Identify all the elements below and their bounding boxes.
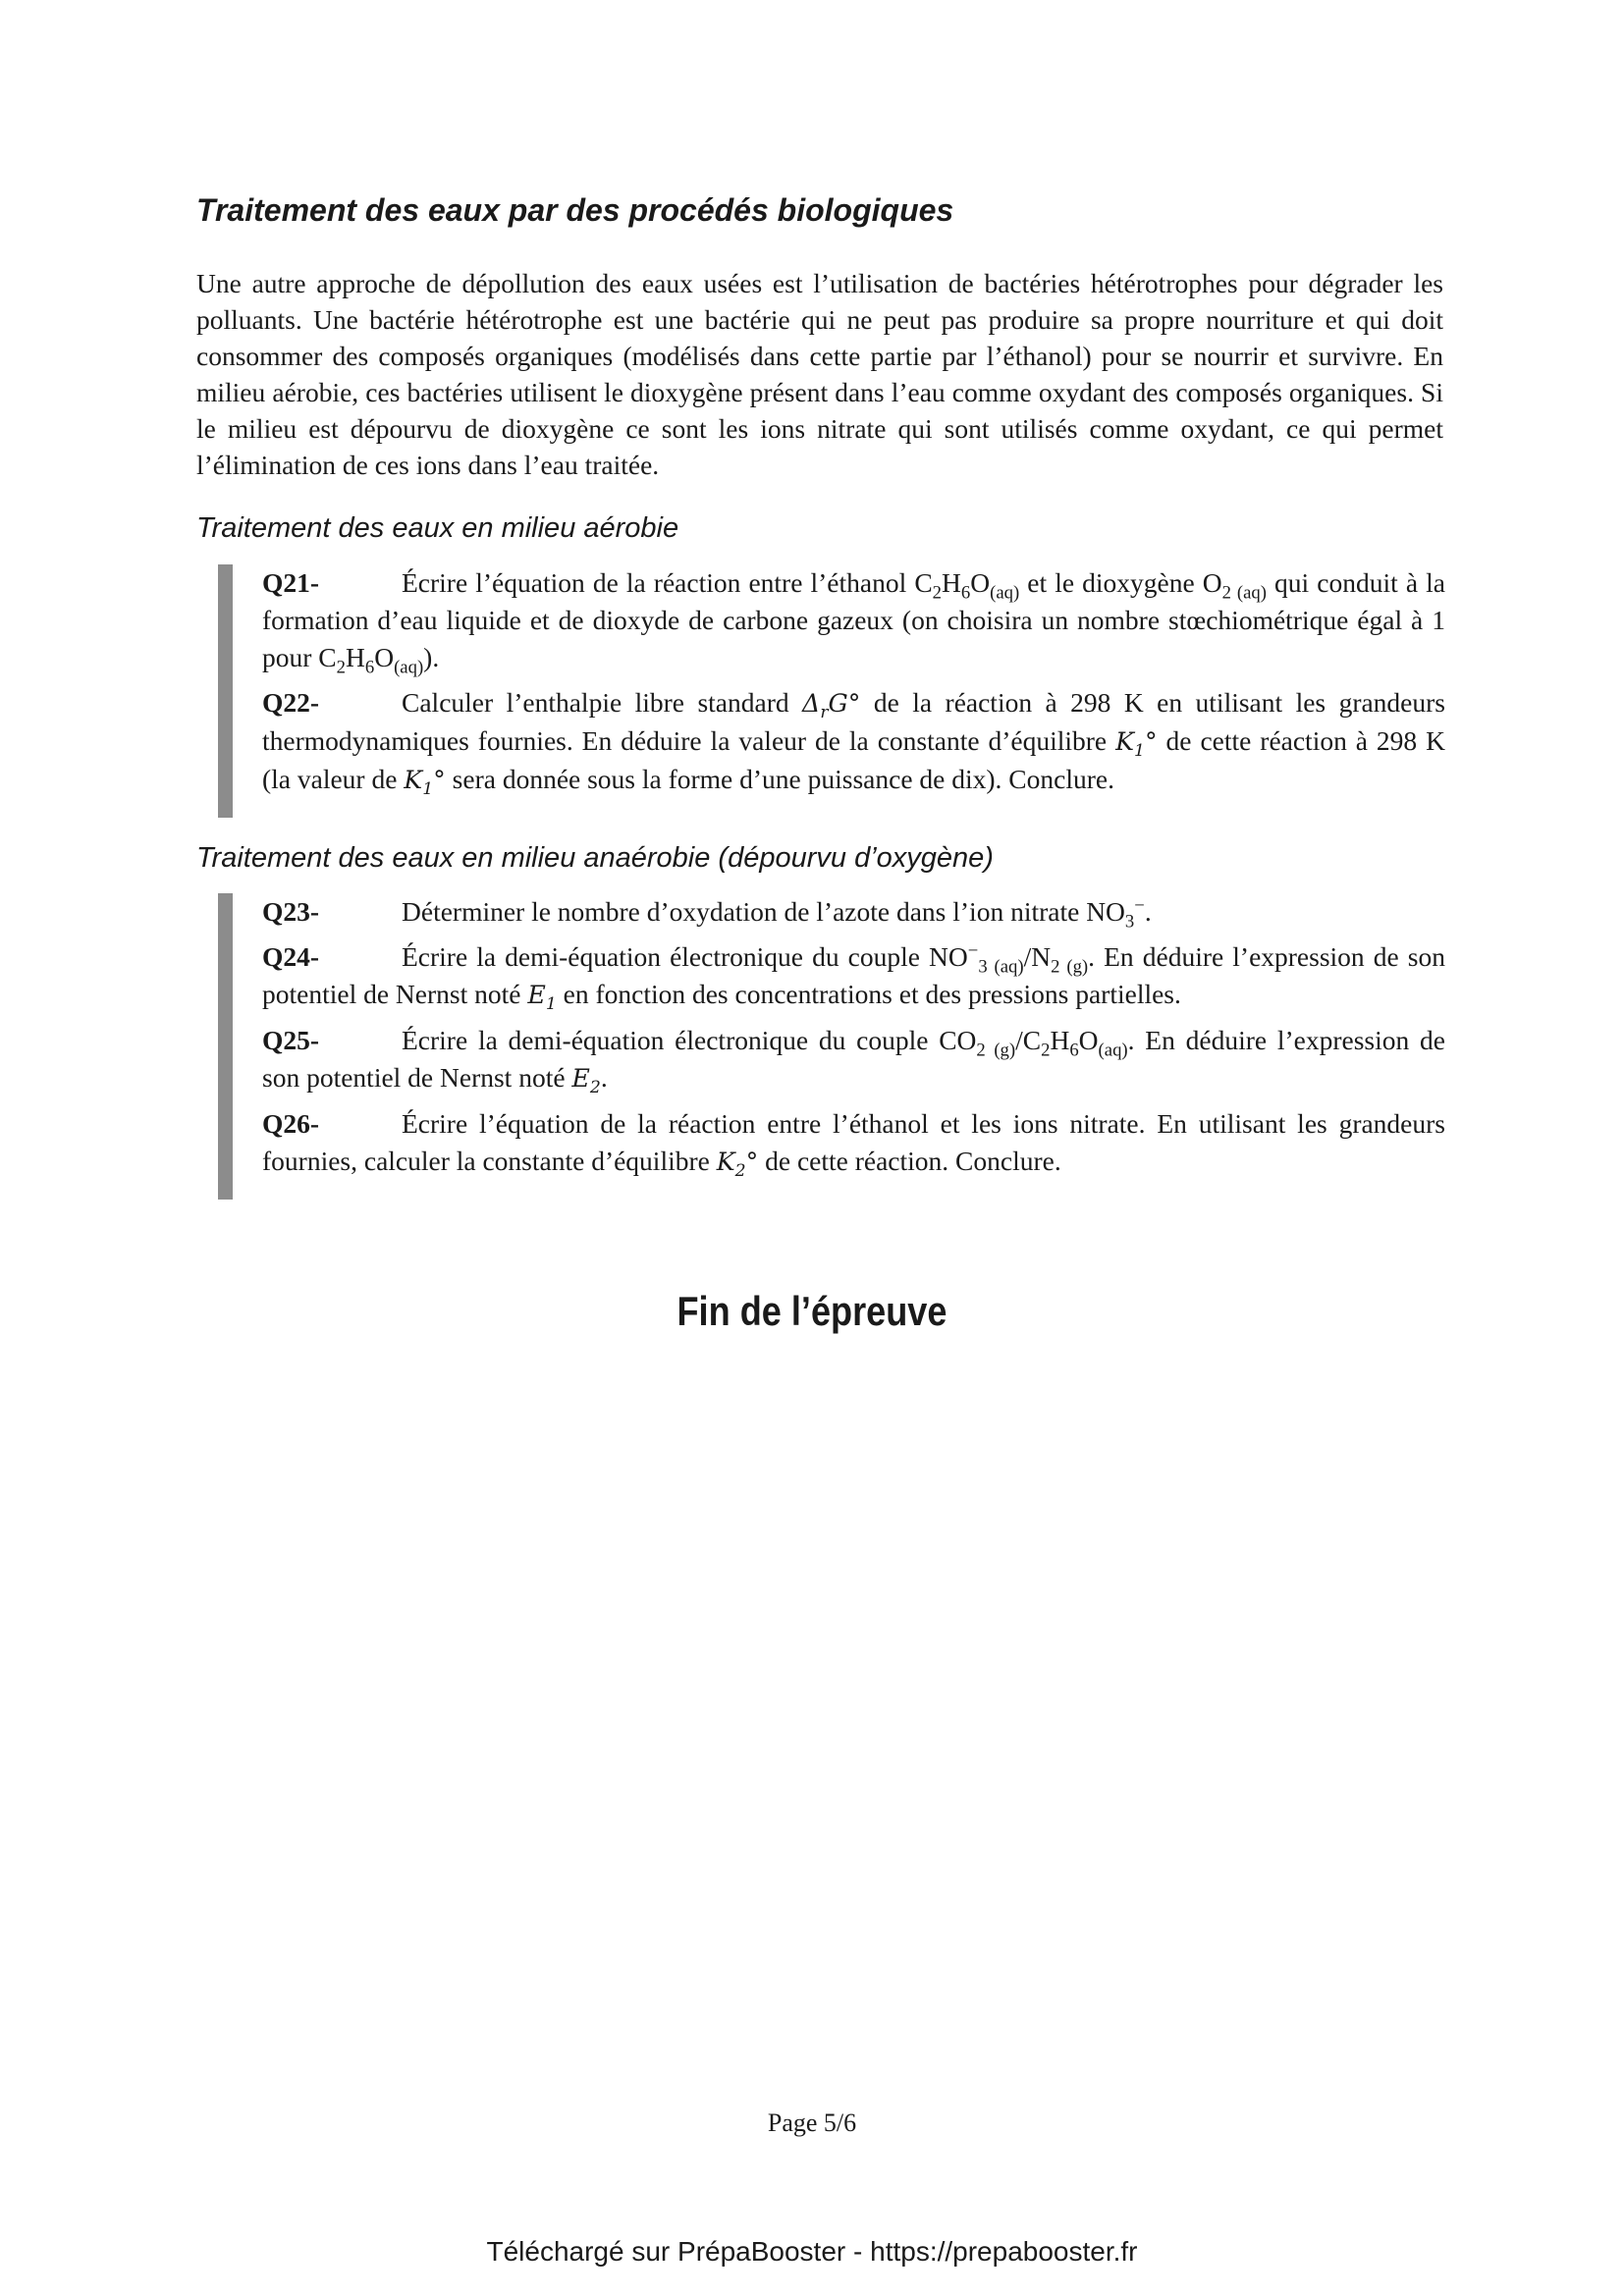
question-q25: Q25- Écrire la demi-équation électronique du couple $CO_{2 (g)}/C_2H_6O_{(aq)}$. En déduire l’expression de son potentiel de Nernst noté $E_2$. <box>262 1022 1445 1097</box>
question-q24: Q24- Écrire la demi-équation électronique du couple $NO^-_{3 (aq)}/N_{2 (g)}$. En déduire l’expression de son potentiel de Nernst noté $E_1$ en fonction des concentrations et des pressions partielles. <box>262 939 1445 1015</box>
question-q22: Q22- Calculer l’enthalpie libre standard $\Delta_rG^\circ$ de la réaction à 298 K en utilisant les grandeurs thermodynamiques fournies. En déduire la valeur de la constante d’équilibre $K_1^\circ$ de cette réaction à 298 K (la valeur de $K_1^\circ$ sera donnée sous la forme d’une puissance de dix). Conclure. <box>262 684 1445 799</box>
footer-download-link[interactable]: Téléchargé sur PrépaBooster - https://prepabooster.fr <box>486 2236 1138 2267</box>
formula-couple-nitrate-n2: $NO^-_{3 (aq)}/N_{2 (g)}$ <box>929 939 1089 978</box>
question-q23: Q23- Déterminer le nombre d’oxydation de l’azote dans l’ion nitrate $NO_3^-$. <box>262 894 1152 933</box>
question-block-anaerobie <box>218 893 1445 1200</box>
formula-ethanol: $C_2H_6O_{(aq)}$ <box>914 567 1020 604</box>
math-delta-r-g: $\Delta_rG^\circ$ <box>802 689 861 723</box>
formula-ethanol: $C_2H_6O_{(aq)}$ <box>318 642 424 678</box>
formula-dioxygen: $O_{2 (aq)}$ <box>1202 567 1267 604</box>
question-number: Q26- <box>262 1108 320 1139</box>
intro-paragraph: Une autre approche de dépollution des eaux usées est l’utilisation de bactéries hétérotrophes pour dégrader les polluants. Une bactérie hétérotrophe est une bactérie qui ne peut pas produire sa propre nourriture et qui doit consommer des composés organiques (modélisés dans cette partie par l’éthanol) pour se nourrir et survivre. En milieu aérobie, ces bactéries utilisent le dioxygène présent dans l’eau comme oxydant des composés organiques. Si le milieu est dépourvu de dioxygène ce sont les ions nitrate qui sont utilisés comme oxydant, ce qui permet l’élimination de ces ions dans l’eau traitée. <box>196 268 1443 480</box>
question-number: Q24- <box>262 941 320 972</box>
question-number: Q25- <box>262 1025 320 1055</box>
question-number: Q21- <box>262 567 320 598</box>
math-k2: $K_2^\circ$ <box>716 1148 759 1182</box>
question-number: Q23- <box>262 896 320 927</box>
page-number: Page 5/6 <box>767 2109 857 2137</box>
formula-nitrate: $NO_3^-$ <box>1086 894 1145 933</box>
question-q21: Q21- Écrire l’équation de la réaction entre l’éthanol $C_2H_6O_{(aq)}$ et le dioxygène $O_{2 (aq)}$ qui conduit à la formation d’eau liquide et de dioxyde de carbone gazeux (on choisira un nombre stœchiométrique égal à 1 pour $C_2H_6O_{(aq)}$). <box>262 564 1445 676</box>
question-q26: Q26- Écrire l’équation de la réaction entre l’éthanol et les ions nitrate. En utilisant les grandeurs fournies, calculer la constante d’équilibre $K_2^\circ$ de cette réaction. Conclure. <box>262 1105 1445 1181</box>
question-number: Q22- <box>262 687 320 718</box>
math-e2: $E_2$ <box>571 1064 601 1098</box>
subsection-title-anaerobie: Traitement des eaux en milieu anaérobie (dépourvu d’oxygène) <box>196 842 994 874</box>
question-block-aerobie <box>218 564 1445 818</box>
formula-couple-co2-ethanol: $CO_{2 (g)}/C_2H_6O_{(aq)}$ <box>939 1025 1128 1061</box>
math-k1: $K_1^\circ$ <box>1115 727 1158 762</box>
math-k1: $K_1^\circ$ <box>404 766 446 800</box>
section-title: Traitement des eaux par des procédés biologiques <box>196 192 954 228</box>
math-e1: $E_1$ <box>527 981 557 1015</box>
end-title: Fin de l’épreuve <box>677 1288 947 1334</box>
subsection-title-aerobie: Traitement des eaux en milieu aérobie <box>196 512 679 544</box>
